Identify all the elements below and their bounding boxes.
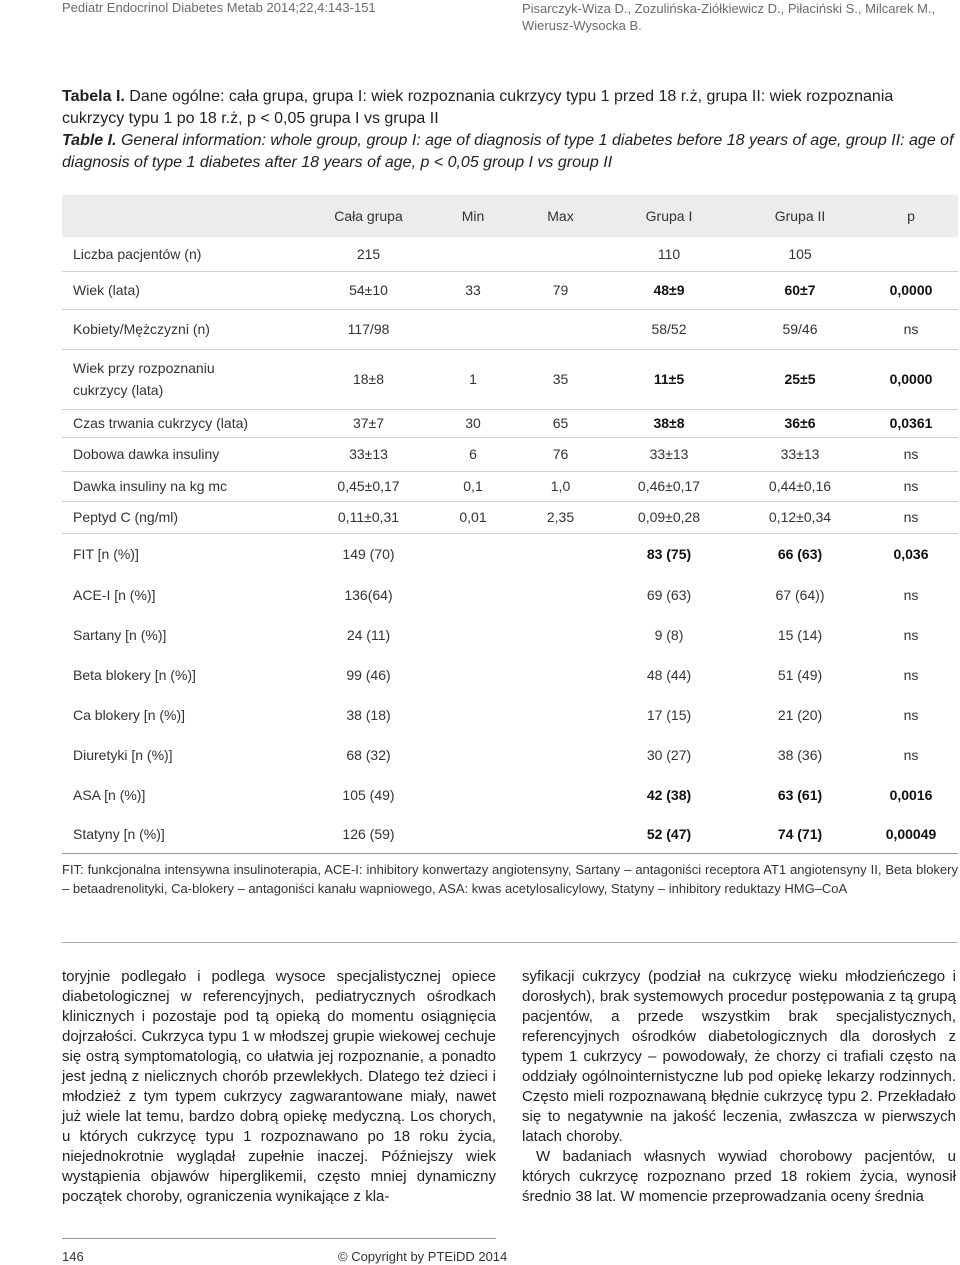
table-cell: ns [903,587,919,603]
table-cell [519,695,602,735]
table-row [62,471,958,501]
table-cell: 76 [519,437,602,471]
author-list: Pisarczyk-Wiza D., Zozulińska-Ziółkiewicz D., Piłaciński S., Milcarek M., Wierusz-Wysocka B. [522,1,936,33]
table-cell: ns [864,437,958,471]
table-cell [427,615,519,655]
general-info-table [62,195,958,854]
table-cell: 38 (18) [346,707,391,723]
table-cell [427,775,519,815]
table-cell: 0,12±0,34 [736,501,864,533]
table-cell [519,655,602,695]
row-label: Peptyd C (ng/ml) [62,501,310,533]
row-label: Wiek przy rozpoznaniu cukrzycy (lata) [62,349,310,409]
header-cell: p [864,195,958,237]
table-cell: 0,0000 [864,349,958,409]
table-cell [519,815,602,853]
table-cell: 0,036 [893,546,929,563]
table-cell: 38 (36) [777,747,823,763]
table-cell [427,575,519,615]
table-cell: 35 [519,349,602,409]
caption-english-text: General information: whole group, group I: age of diagnosis of type 1 diabetes before 18 years of age, group II: age of diagnosis of type 1 diabetes after 18 years of age, p < 0,05 group I vs group II [62,132,954,171]
table-cell: 149 (70) [342,546,395,563]
table-cell [864,237,958,271]
table-cell: 48±9 [602,271,736,309]
table-cell: 51 (49) [777,667,823,683]
table-cell: 59/46 [736,309,864,349]
caption-polish-text: Dane ogólne: cała grupa, grupa I: wiek rozpoznania cukrzycy typu 1 przed 18 r.ż, grupa II: wiek rozpoznania cukrzycy typu 1 po 18 r.ż, p < 0,05 grupa I vs grupa II [62,88,894,127]
table-cell: 60±7 [736,271,864,309]
row-label: Czas trwania cukrzycy (lata) [62,409,310,437]
table-cell: 83 (75) [646,546,692,563]
table-cell: 0,01 [427,501,519,533]
table-body [62,237,958,853]
row-label: Diuretyki [n (%)] [73,747,173,763]
table-cell: 18±8 [310,349,427,409]
table-cell: ns [903,627,919,643]
table-cell: 33 [427,271,519,309]
table-cell: 74 (71) [736,815,864,853]
table-cell: 21 (20) [777,707,823,723]
table-cell: 63 (61) [777,787,823,803]
body-column-right [522,967,956,1207]
header-cell: Max [519,195,602,237]
table-cell: 67 (64)) [775,587,825,603]
header-cell: Grupa II [736,195,864,237]
table-cell: 33±13 [310,437,427,471]
table-cell: 0,46±0,17 [602,471,736,501]
table-cell: ns [903,707,919,723]
table-cell: 79 [519,271,602,309]
table-cell: 24 (11) [346,627,391,643]
table-cell: 2,35 [519,501,602,533]
table-cell: 68 (32) [346,747,391,763]
journal-reference: Pediatr Endocrinol Diabetes Metab 2014;22,4:143-151 [62,0,376,15]
table-cell: 0,1 [427,471,519,501]
row-label: Dobowa dawka insuliny [62,437,310,471]
table-cell: ns [864,309,958,349]
table-footnote: FIT: funkcjonalna intensywna insulinoterapia, ACE-I: inhibitory konwertazy angiotensyny, Sartany – antagoniści receptora AT1 angiotensyny II, Beta blokery – betaadrenolityki, Ca-blokery – antagoniści kanału wapniowego, ASA: kwas acetylosalicylowy, Statyny – inhibitory reduktazy HMG–CoA [62,862,958,896]
table-row [62,575,958,615]
table-cell [427,237,519,271]
table-cell: 33±13 [602,437,736,471]
table-row [62,735,958,775]
table-cell: 25±5 [736,349,864,409]
table-cell: 105 (49) [342,787,395,803]
table-row [62,271,958,309]
table-row [62,437,958,471]
table-cell: 65 [519,409,602,437]
body-paragraph: syfikacji cukrzycy (podział na cukrzycę wieku młodzieńczego i dorosłych), brak systemowych procedur postępowania z tą grupą pacjentów, a przede wszystkim brak specjalistycznych, referencyjnych ośrodków diabetologicznych dla dorosłych z typem 1 cukrzycy – powodowały, że chorzy ci trafiali często na oddziały ogólnointernistyczne lub pod opiekę lekarzy rodzinnych. Często mieli rozpoznawaną błędnie cukrzycę typu 2. Przekładało się to negatywnie na jakość leczenia, zwłaszcza w pierwszych latach choroby. [522,968,956,1145]
table-cell: 0,00049 [864,815,958,853]
table-cell [519,237,602,271]
table-cell: 58/52 [602,309,736,349]
table-row [62,533,958,575]
table-cell: 30 (27) [646,747,692,763]
table-cell: 17 (15) [646,707,692,723]
row-label: Statyny [n (%)] [62,815,310,853]
row-label: Kobiety/Mężczyzni (n) [62,309,310,349]
table-cell: 105 [736,237,864,271]
table-cell: 1,0 [519,471,602,501]
table-cell: 30 [427,409,519,437]
table-cell [519,615,602,655]
body-column-left [62,967,496,1207]
table-row [62,349,958,409]
table-row [62,309,958,349]
table-cell: 33±13 [736,437,864,471]
body-paragraph: toryjnie podlegało i podlega wysoce specjalistycznej opiece diabetologicznej w referencyjnych, pediatrycznych ośrodkach klinicznych i pozostaje pod tą opieką do momentu osiągnięcia dojrzałości. Cukrzyca typu 1 w młodszej grupie wiekowej cechuje się ostrą symptomatologią, co ułatwia jej rozpoznanie, a ponadto jest jedną z nielicznych chorób przewlekłych. Dlatego też dzieci i młodzież z tym typem cukrzycy zagwarantowane miały, nawet już wiele lat temu, bardzo dobrą opiekę medyczną. Los chorych, u których cukrzycę typu 1 rozpoznawano po 18 roku życia, niejednokrotnie wyglądał zupełnie inaczej. Późniejszy wiek wystąpienia objawów hiperglikemii, często mniej dynamiczny początek choroby, ograniczenia wynikające z kla- [62,968,496,1205]
table-cell: ns [903,747,919,763]
table-row [62,615,958,655]
table-cell [427,735,519,775]
table-cell: 66 (63) [777,546,823,563]
table-cell: 37±7 [310,409,427,437]
table-cell: ns [864,471,958,501]
caption-polish [62,86,958,130]
table-cell: 48 (44) [646,667,692,683]
table-cell: 0,44±0,16 [736,471,864,501]
table-cell: 0,11±0,31 [310,501,427,533]
row-label: FIT [n (%)] [73,546,139,563]
table-cell: 9 (8) [654,627,684,643]
caption-english-label: Table I. [62,132,117,149]
table-cell: 117/98 [310,309,427,349]
row-label: ASA [n (%)] [73,787,146,803]
header-cell [62,195,310,237]
table-row [62,695,958,735]
caption-polish-label: Tabela I. [62,88,125,105]
row-label: Dawka insuliny na kg mc [62,471,310,501]
row-label: ACE-I [n (%)] [73,587,156,603]
table-cell [427,309,519,349]
table-row [62,237,958,271]
table-cell [427,533,519,575]
row-label: Ca blokery [n (%)] [73,707,186,723]
table-row [62,775,958,815]
table-cell: 15 (14) [777,627,823,643]
row-label: Sartany [n (%)] [73,627,167,643]
table-cell: ns [903,667,919,683]
table-cell: 1 [427,349,519,409]
table-row [62,815,958,853]
table-cell [427,695,519,735]
table-cell: 136(64) [344,587,393,603]
header-cell: Min [427,195,519,237]
page-number: 146 [62,1249,84,1264]
table-cell: 36±6 [736,409,864,437]
table-cell: ns [864,501,958,533]
row-label: Liczba pacjentów (n) [62,237,310,271]
row-label: Wiek (lata) [62,271,310,309]
table-cell: 0,09±0,28 [602,501,736,533]
table-row [62,409,958,437]
table-cell: 69 (63) [646,587,692,603]
table-cell: 0,0016 [889,787,933,803]
table-cell [519,533,602,575]
table-row [62,501,958,533]
table-cell: 52 (47) [602,815,736,853]
section-divider [62,942,958,943]
table-cell [519,309,602,349]
table-cell: 0,45±0,17 [310,471,427,501]
table-cell: 0,0000 [864,271,958,309]
table-cell [427,655,519,695]
table-cell [519,775,602,815]
table-cell: 215 [310,237,427,271]
table-captions [62,86,958,174]
table-cell: 42 (38) [646,787,692,803]
header-cell: Cała grupa [310,195,427,237]
body-paragraph: W badaniach własnych wywiad chorobowy pacjentów, u których cukrzycę rozpoznano przed 18 rokiem życia, wynosił średnio 38 lat. W momencie przeprowadzania oceny średnia [522,1148,956,1205]
row-label: Beta blokery [n (%)] [73,667,196,683]
table-cell: 6 [427,437,519,471]
caption-english [62,130,958,174]
table-row [62,655,958,695]
table-cell: 0,0361 [864,409,958,437]
table-cell: 11±5 [602,349,736,409]
table-cell: 54±10 [310,271,427,309]
table-cell: 126 (59) [310,815,427,853]
table-cell: 99 (46) [346,667,391,683]
table-cell: 110 [602,237,736,271]
footer-divider [62,1238,496,1239]
table-header-row [62,195,958,237]
table-cell [519,735,602,775]
table-cell [519,575,602,615]
copyright-notice: © Copyright by PTEiDD 2014 [338,1249,508,1264]
table-cell: 38±8 [602,409,736,437]
table-cell [427,815,519,853]
header-cell: Grupa I [602,195,736,237]
